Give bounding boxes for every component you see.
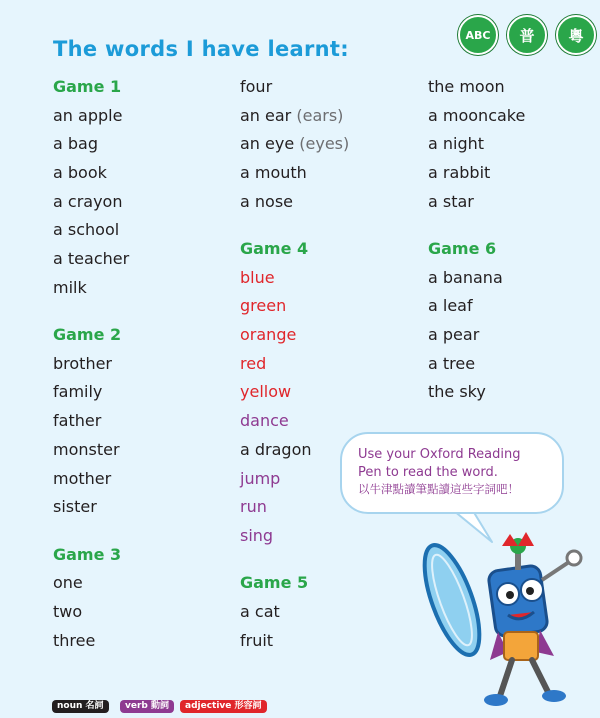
speech-bubble	[340, 432, 564, 514]
word-noun[interactable]	[428, 102, 525, 131]
english-audio-button[interactable]: ABC	[458, 15, 498, 55]
word-noun[interactable]	[240, 102, 349, 131]
plural-form: (eyes)	[299, 134, 350, 154]
word-text: yellow	[240, 382, 292, 402]
word-noun[interactable]	[53, 407, 129, 436]
section-gap	[53, 303, 129, 322]
word-text: a nose	[240, 191, 293, 211]
word-noun[interactable]	[53, 627, 129, 656]
word-noun[interactable]	[240, 598, 349, 627]
word-text: a star	[428, 191, 474, 211]
language-buttons	[458, 15, 598, 55]
word-noun[interactable]	[53, 465, 129, 494]
word-noun[interactable]	[53, 493, 129, 522]
legend-verb-tag: verb 動詞	[120, 700, 174, 713]
word-text: orange	[240, 325, 297, 345]
section-gap	[53, 522, 129, 541]
word-column-1	[53, 73, 129, 655]
word-noun[interactable]	[53, 350, 129, 379]
game-heading: Game 2	[53, 325, 122, 345]
word-text: a tree	[428, 353, 476, 373]
word-text: four	[240, 77, 273, 96]
word-noun[interactable]	[428, 159, 525, 188]
word-column-3	[428, 73, 525, 407]
putonghua-audio-button[interactable]: 普	[507, 15, 547, 55]
word-text: a night	[428, 134, 485, 154]
word-noun[interactable]	[428, 188, 525, 217]
word-text: an apple	[53, 105, 123, 125]
word-noun[interactable]	[240, 73, 349, 102]
word-text: a banana	[428, 267, 503, 287]
word-noun[interactable]	[53, 274, 129, 303]
word-text: a bag	[53, 134, 99, 154]
word-text: green	[240, 296, 287, 316]
word-text: monster	[53, 439, 120, 459]
word-noun[interactable]	[240, 130, 349, 159]
word-noun[interactable]	[53, 245, 129, 274]
word-noun[interactable]	[53, 436, 129, 465]
word-noun[interactable]	[53, 159, 129, 188]
word-text: a leaf	[428, 296, 473, 316]
word-column-2	[240, 73, 349, 655]
word-noun[interactable]	[428, 378, 525, 407]
legend-adjective-tag: adjective 形容詞	[180, 700, 267, 713]
word-text: brother	[53, 353, 113, 373]
word-adj[interactable]	[240, 321, 349, 350]
page-title: The words I have learnt:	[53, 37, 349, 61]
word-adj[interactable]	[240, 264, 349, 293]
word-adj[interactable]	[240, 292, 349, 321]
word-text: sing	[240, 525, 274, 545]
word-noun[interactable]	[53, 130, 129, 159]
word-text: a pear	[428, 325, 480, 345]
word-text: a teacher	[53, 249, 130, 269]
word-text: a mooncake	[428, 105, 526, 125]
word-text: the moon	[428, 77, 505, 96]
word-text: two	[53, 601, 83, 621]
word-text: a rabbit	[428, 163, 491, 183]
word-verb[interactable]	[240, 465, 349, 494]
word-noun[interactable]	[53, 102, 129, 131]
word-text: sister	[53, 497, 97, 517]
word-noun[interactable]	[240, 627, 349, 656]
word-text: mother	[53, 468, 112, 488]
section-gap	[428, 216, 525, 235]
word-noun[interactable]	[240, 159, 349, 188]
plural-form: (ears)	[296, 105, 344, 125]
word-noun[interactable]	[53, 569, 129, 598]
word-text: a school	[53, 220, 120, 240]
bubble-line-1: Use your Oxford Reading	[358, 447, 521, 462]
word-text: red	[240, 353, 267, 373]
word-adj[interactable]	[240, 378, 349, 407]
word-noun[interactable]	[53, 378, 129, 407]
game-heading: Game 6	[428, 239, 497, 259]
word-text: a cat	[240, 601, 280, 621]
word-text: one	[53, 573, 83, 593]
word-adj[interactable]	[240, 350, 349, 379]
word-text: the sky	[428, 382, 486, 402]
word-noun[interactable]	[428, 292, 525, 321]
word-noun[interactable]	[428, 73, 525, 102]
word-text: jump	[240, 468, 281, 488]
game-heading: Game 5	[240, 573, 309, 593]
word-text: run	[240, 497, 267, 517]
section-gap	[240, 216, 349, 235]
game-heading: Game 1	[53, 77, 122, 96]
word-text: an ear	[240, 105, 292, 125]
word-noun[interactable]	[428, 350, 525, 379]
word-text: three	[53, 630, 96, 650]
bubble-line-2: Pen to read the word.	[358, 464, 498, 480]
word-text: a crayon	[53, 191, 123, 211]
game-heading: Game 3	[53, 544, 122, 564]
word-text: family	[53, 382, 103, 402]
bubble-line-3: 以牛津點讀筆點讀這些字詞吧！	[358, 482, 519, 496]
word-text: fruit	[240, 630, 274, 650]
word-noun[interactable]	[428, 264, 525, 293]
game-heading: Game 4	[240, 239, 309, 259]
word-text: an eye	[240, 134, 295, 154]
cantonese-audio-button[interactable]: 粵	[556, 15, 596, 55]
word-noun[interactable]	[428, 321, 525, 350]
word-text: dance	[240, 411, 289, 431]
section-gap	[240, 551, 349, 570]
word-text: a mouth	[240, 163, 307, 183]
speech-bubble-text	[358, 446, 556, 499]
word-text: milk	[53, 277, 87, 297]
word-noun[interactable]	[240, 188, 349, 217]
word-verb[interactable]	[240, 407, 349, 436]
word-noun[interactable]	[53, 598, 129, 627]
word-text: a dragon	[240, 439, 312, 459]
word-text: a book	[53, 163, 107, 183]
word-noun[interactable]	[53, 216, 129, 245]
word-noun[interactable]	[53, 188, 129, 217]
word-verb[interactable]	[240, 493, 349, 522]
word-noun[interactable]	[240, 436, 349, 465]
robot-pen-mascot-icon	[412, 520, 592, 710]
legend-noun-tag: noun 名詞	[52, 700, 109, 713]
word-text: blue	[240, 267, 275, 287]
word-text: father	[53, 411, 102, 431]
word-verb[interactable]	[240, 522, 349, 551]
word-noun[interactable]	[428, 130, 525, 159]
